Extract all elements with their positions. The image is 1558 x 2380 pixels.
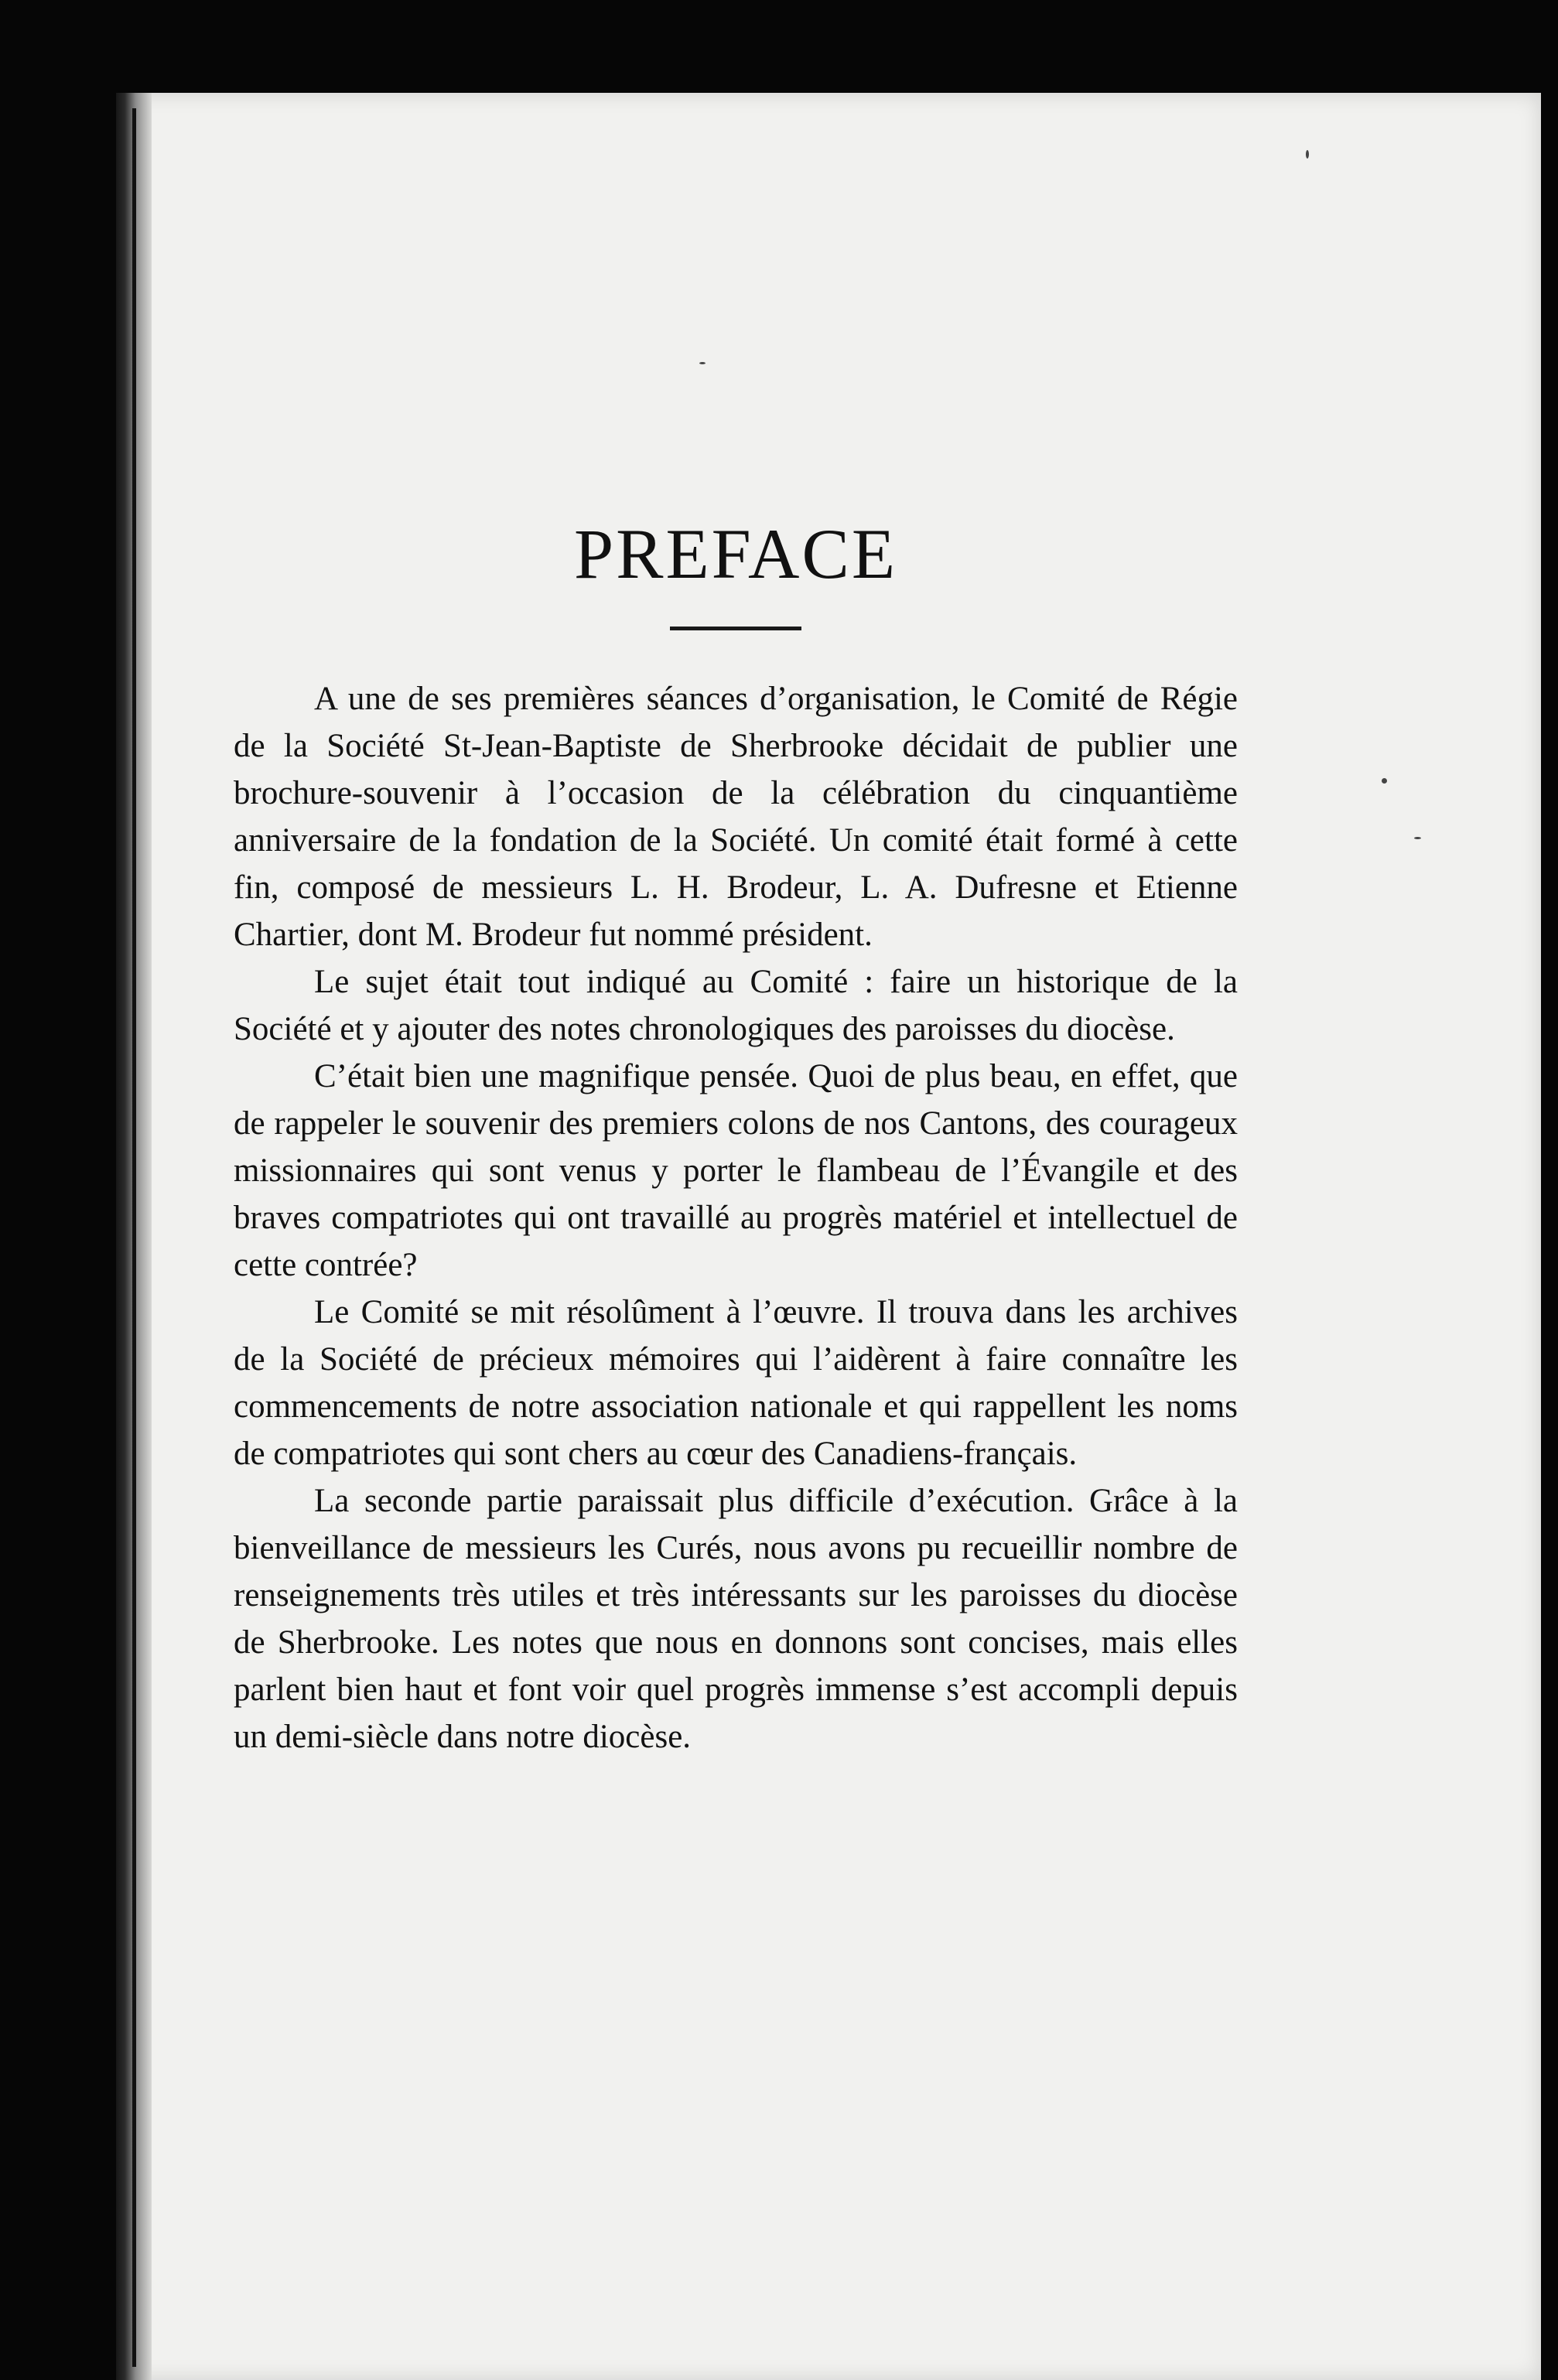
title-divider: [670, 627, 801, 630]
print-speck: [699, 362, 706, 364]
print-speck: [1306, 150, 1309, 159]
preface-paragraph-2: Le sujet était tout indiqué au Comité : faire un historique de la Société et y ajouter des notes chronologiques des paroisses du diocèse.: [234, 964, 1238, 1047]
print-speck: [1414, 837, 1421, 839]
page-title: PREFACE: [573, 514, 898, 593]
preface-paragraph-3: C’était bien une magnifique pensée. Quoi de plus beau, en effet, que de rappeler le souvenir des premiers colons de nos Cantons, des courageux missionnaires qui sont venus y porter le flambeau de l’Évangile et des braves compatriotes qui ont travaillé au progrès matériel et intellectuel de cette contrée?: [234, 1058, 1238, 1283]
print-speck: [1382, 778, 1387, 784]
preface-paragraph-4: Le Comité se mit résolûment à l’œuvre. Il trouva dans les archives de la Société de précieux mémoires qui l’aidèrent à faire connaître les commencements de notre association nationale et qui rappellent les noms de compatriotes qui sont chers au cœur des Canadiens-français.: [234, 1294, 1238, 1472]
preface-content: [234, 514, 1238, 1760]
binding-line: [132, 108, 136, 2367]
preface-paragraph-1: A une de ses premières séances d’organisation, le Comité de Régie de la Société St-Jean-Baptiste de Sherbrooke décidait de publier une brochure-souvenir à l’occasion de la célébration du cinquantième anniversaire de la fondation de la Société. Un comité était formé à cette fin, composé de messieurs L. H. Brodeur, L. A. Dufresne et Etienne Chartier, dont M. Brodeur fut nommé président.: [234, 681, 1238, 953]
preface-paragraph-5: La seconde partie paraissait plus difficile d’exécution. Grâce à la bienveillance de messieurs les Curés, nous avons pu recueillir nombre de renseignements très utiles et très intéressants sur les paroisses du diocèse de Sherbrooke. Les notes que nous en donnons sont concises, mais elles parlent bien haut et font voir quel progrès immense s’est accompli depuis un demi-siècle dans notre diocèse.: [234, 1483, 1238, 1755]
